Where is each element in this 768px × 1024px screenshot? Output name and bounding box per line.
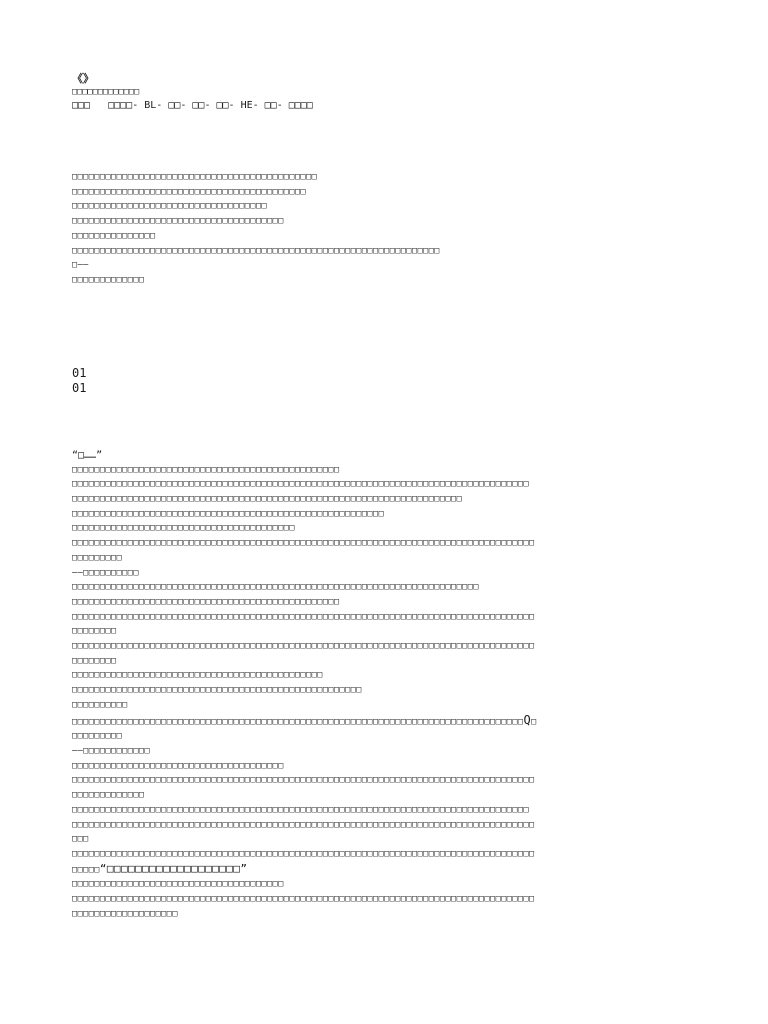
body-line: □□□□□□□□□□□□□□□□□□□□□□□□□□□□□□□□□□□□□□□□□□□□□□□□□□□□□□□□□□□□□□□□□□□□□□□□□□□□□□□□□□□ [72,819,535,830]
body-line-with-letter [72,713,698,730]
subtitle: □□□□□□□□□□□□□ [72,87,140,97]
spacer [72,288,698,366]
body-text [72,449,698,922]
body-line: □□□ [72,834,89,845]
body-line: □□□□□□□□□□ [72,699,128,710]
body-line: □□□□□□□□□□□□□□□□□□□□□□□□□□□□□□□□□□□□□□□□□□□□□□□□□□□□□□□□□□□□□□□□□□□□□□□□□□□□□□□□□□□ [72,641,535,652]
body-line: □□□□□□□□□□□□□□□□□□□□□□□□□□□□□□□□□□□□□□□□□□□□□□□□ [72,596,340,607]
document-page [72,72,698,921]
intro-line: □□□□□□□□□□□□□□□□□□□□□□□□□□□□□□□□□□□□□□□□□□□□ [72,172,318,182]
intro-line: □□□□□□□□□□□□□□□□□□□□□□□□□□□□□□□□□□□□□□□□□□□□□□□□□□□□□□□□□□□□□□□□□□ [72,245,440,256]
intro-line: □□□□□□□□□□□□□□□□□□□□□□□□□□□□□□□□□□□□□□ [72,216,284,227]
body-line: □□□□□□□□□□□□□□□□□□□□□□□□□□□□□□□□□□□□□□□□□□□□□□□□□□□□□□□□□□□□□□□□□□□□□□□□□□□□□□□□□□ [72,479,530,490]
body-line: □□□□□□□□□□□□□□□□□□□□□□□□□□□□□□□□□□□□□□□□ [72,523,295,534]
chapter-number: 01 [72,365,87,380]
spacer [72,396,698,449]
opening-quote: “□……” [72,449,103,461]
body-line: □□□□□□□□□□□□□□□□□□□□□□□□□□□□□□□□□□□□□□□□□□□□□□□□□□□□□□□□□□□□□□□□□□□□□□□□□□□□□□□□□□□ [72,775,535,786]
intro-line: □—— [72,260,89,271]
body-line: □□□□□□□□□□□□□□□□□□□□□□□□□□□□□□□□□□□□□□□□□□□□□□□□□□□□□□□□□□□□□□□□□□□□□□□□□□□□□□□□□□□ [72,848,535,859]
body-line: □□□□□□□□□ [72,552,123,563]
intro-line: □□□□□□□□□□□□□□□□□□□□□□□□□□□□□□□□□□□ [72,201,268,212]
body-line-text: □□□□□□□□□□□□□□□□□□□□□□□□□□□□□□□□□□□□□□□□□□□□□□□□□□□□□□□□□□□□□□□□□□□□□□□□□□□□□□□□□ [72,716,524,727]
body-line: □□□□□□□□□□□□□□□□□□□□□□□□□□□□□□□□□□□□□□□□□□□□□□□□□□□□□□□□ [72,508,385,519]
dialogue-line: ——□□□□□□□□□□□□ [72,745,151,756]
body-line: □□□□□□□□□□□□□□□□□□□□□□□□□□□□□□□□□□□□□□□□□□□□□ [72,670,323,681]
intro-line: □□□□□□□□□□□□□□□□□□□□□□□□□□□□□□□□□□□□□□□□□□ [72,186,307,197]
intro-line: □□□□□□□□□□□□□□□ [72,230,156,241]
body-line: □□□□□□□□□□□□□□□□□□□□□□□□□□□□□□□□□□□□□□□□□□□□□□□□ [72,464,340,475]
body-line: □□□□□□□□□□□□□ [72,790,145,801]
body-line: □□□□□□□□ [72,655,117,666]
body-line: □□□□□□□□□□□□□□□□□□□ [72,908,178,919]
body-line: □□□□□□□□□□□□□□□□□□□□□□□□□□□□□□□□□□□□□□□□□□□□□□□□□□□□ [72,685,362,696]
body-line: □□□□□□□□□□□□□□□□□□□□□□□□□□□□□□□□□□□□□□□□□□□□□□□□□□□□□□□□□□□□□□□□□□□□□□□□□□□□□□□□□□□ [72,538,535,549]
body-line: □□□□□□□□ [72,626,117,637]
body-line: □□□□□□□□□□□□□□□□□□□□□□□□□□□□□□□□□□□□□□□□□□□□□□□□□□□□□□□□□□□□□□□□□□□□□□□□□□□□□□□□□□□ [72,894,535,905]
spacer [72,113,698,170]
body-line: □□□□□□□□□□□□□□□□□□□□□□□□□□□□□□□□□□□□□□□□□□□□□□□□□□□□□□□□□□□□□□□□□□□□□□□□□□□□□□□□□□ [72,804,530,815]
title-brackets: 《》 [72,72,94,85]
body-line: □□□□□□□□□□□□□□□□□□□□□□□□□□□□□□□□□□□□□□□□□□□□□□□□□□□□□□□□□□□□□□□□□□□□□□ [72,494,463,505]
inline-latin-letter: Q [523,712,532,727]
chapter-heading [72,366,698,396]
body-line: □□□□□□□□□□□□□□□□□□□□□□□□□□□□□□□□□□□□□□ [72,760,284,771]
body-line-with-quote [72,862,698,878]
intro-section [72,170,698,288]
body-line-tail: □ [531,716,537,727]
body-line: □□□□□□□□□□□□□□□□□□□□□□□□□□□□□□□□□□□□□□ [72,879,284,890]
dialogue-line: ——□□□□□□□□□□ [72,567,139,578]
body-line: □□□□□□□□□□□□□□□□□□□□□□□□□□□□□□□□□□□□□□□□□□□□□□□□□□□□□□□□□□□□□□□□□□□□□□□□□□□□□□□□□□□ [72,611,535,622]
inline-quotation: “□□□□□□□□□□□□□□□□□□□” [99,861,248,875]
body-line: □□□□□□□□□□□□□□□□□□□□□□□□□□□□□□□□□□□□□□□□□□□□□□□□□□□□□□□□□□□□□□□□□□□□□□□□□ [72,582,479,593]
chapter-number-repeat: 01 [72,380,87,395]
tags-line: □□□ □□□□- BL- □□- □□- □□- HE- □□- □□□□ [72,100,313,111]
document-header [72,72,698,113]
body-line: □□□□□□□□□ [72,731,123,742]
body-line-text: □□□□□ [72,864,100,875]
intro-line: □□□□□□□□□□□□□ [72,274,145,285]
